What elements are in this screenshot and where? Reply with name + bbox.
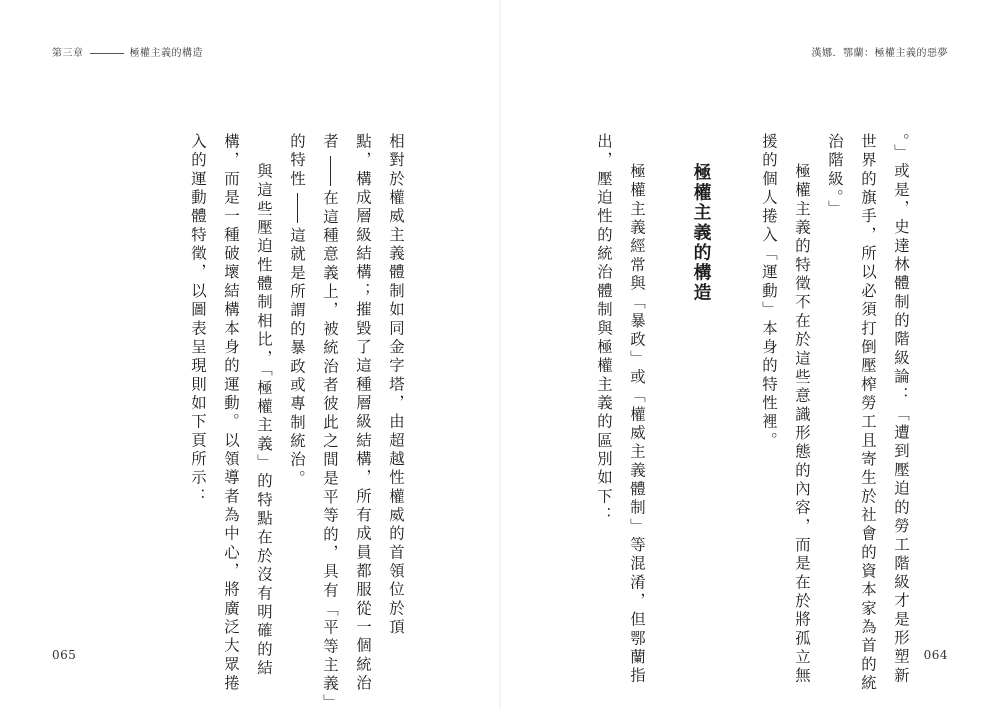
page-number: 064: [923, 648, 948, 662]
em-dash: [330, 156, 331, 186]
book-gutter: [499, 0, 501, 709]
chapter-title: 極權主義的構造: [129, 48, 203, 59]
text-segment: 的特性: [288, 133, 306, 190]
text-column: 構，而是一種破壞結構本身的運動。以領導者為中心，將廣泛大眾捲: [222, 133, 240, 694]
text-segment: 在這種意義上，被統治者彼此之間是平等的，具有「平等主義」: [321, 189, 339, 712]
text-column: 極權主義經常與「暴政」或「權威主義體制」等混淆，但鄂蘭指: [628, 163, 646, 686]
running-head-dash: [90, 53, 124, 54]
text-column: 。」或是，史達林體制的階級論：「遭到壓迫的勞工階級才是形塑新: [892, 133, 910, 686]
em-dash: [297, 193, 298, 223]
section-heading: 極權主義的構造: [691, 163, 712, 303]
running-head-book-title: 漢娜．鄂蘭：極權主義的惡夢: [811, 48, 948, 59]
text-column-with-dash: [289, 133, 304, 488]
text-column: 極權主義的特徵不在於這些意識形態的內容，而是在於將孤立無: [793, 163, 811, 686]
text-segment: 者: [321, 133, 339, 152]
running-head-chapter: [52, 44, 203, 59]
text-column: 世界的旗手，所以必須打倒壓榨勞工且寄生於社會的資本家為首的統: [859, 133, 877, 694]
chapter-number: 第三章: [52, 48, 84, 59]
text-column: 相對於權威主義體制如同金字塔，由超越性權威的首領位於頂: [387, 133, 405, 638]
text-column-with-dash: [322, 133, 337, 712]
text-column: 點，構成層級結構；摧毀了這種層級結構，所有成員都服從一個統治: [354, 133, 372, 694]
text-column: 入的運動體特徵，以圖表呈現則如下頁所示：: [189, 133, 207, 507]
text-column: 與這些壓迫性體制相比，「極權主義」的特點在於沒有明確的結: [255, 163, 273, 679]
text-column: 援的個人捲入「運動」本身的特性裡。: [760, 133, 778, 451]
text-segment: 這就是所謂的暴政或專制統治。: [288, 227, 306, 489]
text-column: 出，壓迫性的統治體制與極權主義的區別如下：: [595, 133, 613, 526]
page-number: 065: [52, 648, 77, 662]
text-column: 治階級。」: [826, 133, 844, 219]
